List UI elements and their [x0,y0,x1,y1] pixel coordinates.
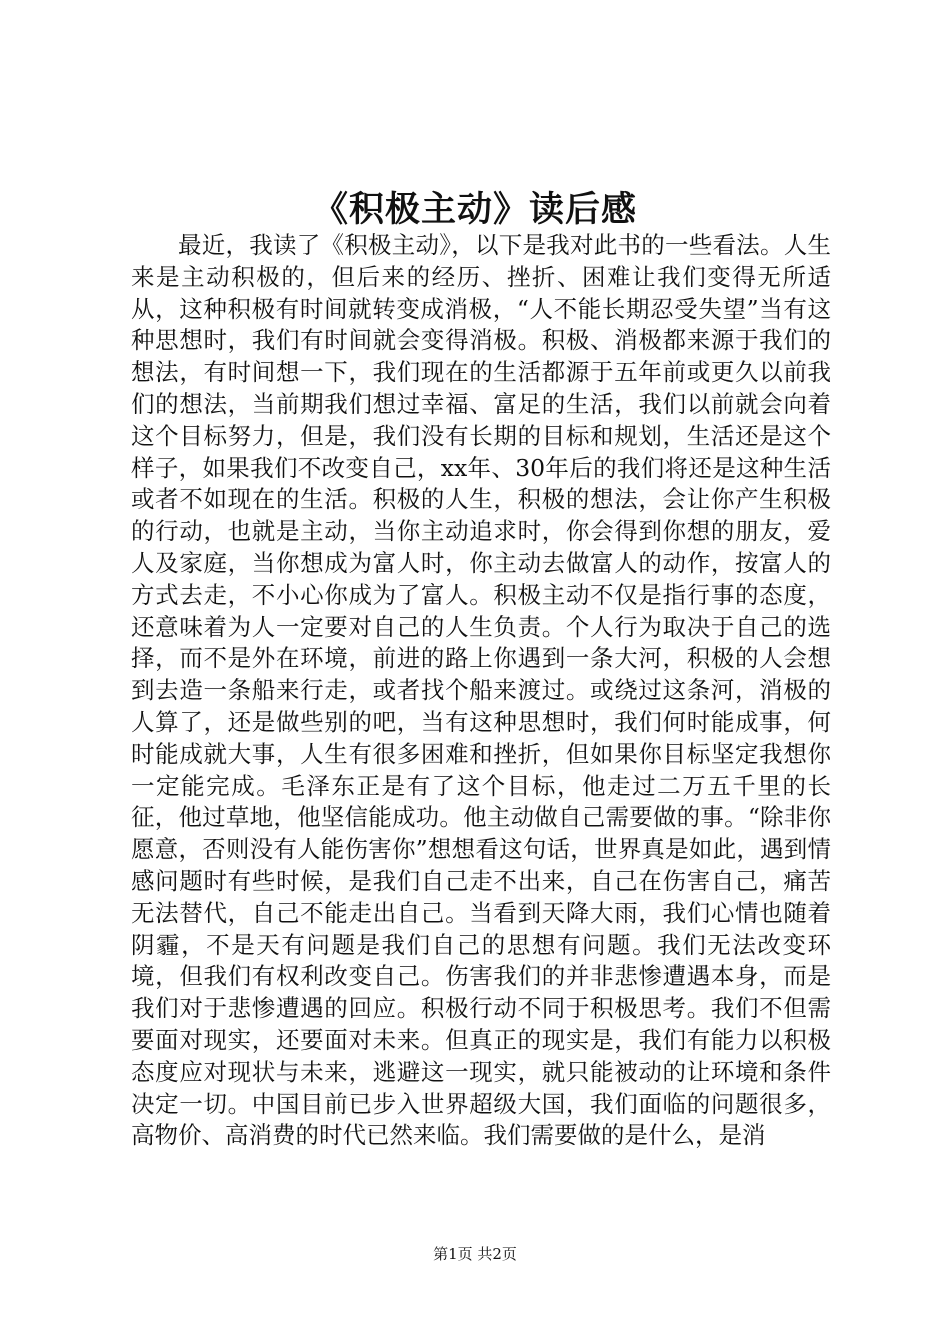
document-body-paragraph: 最近，我读了《积极主动》，以下是我对此书的一些看法。人生来是主动积极的，但后来的经历、挫折、困难让我们变得无所适从，这种积极有时间就转变成消极，“人不能长期忍受失望”当有这种思想时，我们有时间就会变得消极。积极、消极都来源于我们的想法，有时间想一下，我们现在的生活都源于五年前或更久以前我们的想法，当前期我们想过幸福、富足的生活，我们以前就会向着这个目标努力，但是，我们没有长期的目标和规划，生活还是这个样子，如果我们不改变自己，xx年、30年后的我们将还是这种生活或者不如现在的生活。积极的人生，积极的想法，会让你产生积极的行动，也就是主动，当你主动追求时，你会得到你想的朋友，爱人及家庭，当你想成为富人时，你主动去做富人的动作，按富人的方式去走，不小心你成为了富人。积极主动不仅是指行事的态度，还意味着为人一定要对自己的人生负责。个人行为取决于自己的选择，而不是外在环境，前进的路上你遇到一条大河，积极的人会想到去造一条船来行走，或者找个船来渡过。或绕过这条河，消极的人算了，还是做些别的吧，当有这种思想时，我们何时能成事，何时能成就大事，人生有很多困难和挫折，但如果你目标坚定我想你一定能完成。毛泽东正是有了这个目标，他走过二万五千里的长征，他过草地，他坚信能成功。他主动做自己需要做的事。“除非你愿意，否则没有人能伤害你”想想看这句话，世界真是如此，遇到情感问题时有些时候，是我们自己走不出来，自己在伤害自己，痛苦无法替代，自己不能走出自己。当看到天降大雨，我们心情也随着阴霾，不是天有问题是我们自己的思想有问题。我们无法改变环境，但我们有权利改变自己。伤害我们的并非悲惨遭遇本身，而是我们对于悲惨遭遇的回应。积极行动不同于积极思考。我们不但需要面对现实，还要面对未来。但真正的现实是，我们有能力以积极态度应对现状与未来，逃避这一现实，就只能被动的让环境和条件决定一切。中国目前已步入世界超级大国，我们面临的问题很多，高物价、高消费的时代已然来临。我们需要做的是什么，是消 [131,231,831,1150]
document-title: 《积极主动》读后感 [312,189,637,230]
page-footer: 第1页 共2页 [433,1245,517,1263]
